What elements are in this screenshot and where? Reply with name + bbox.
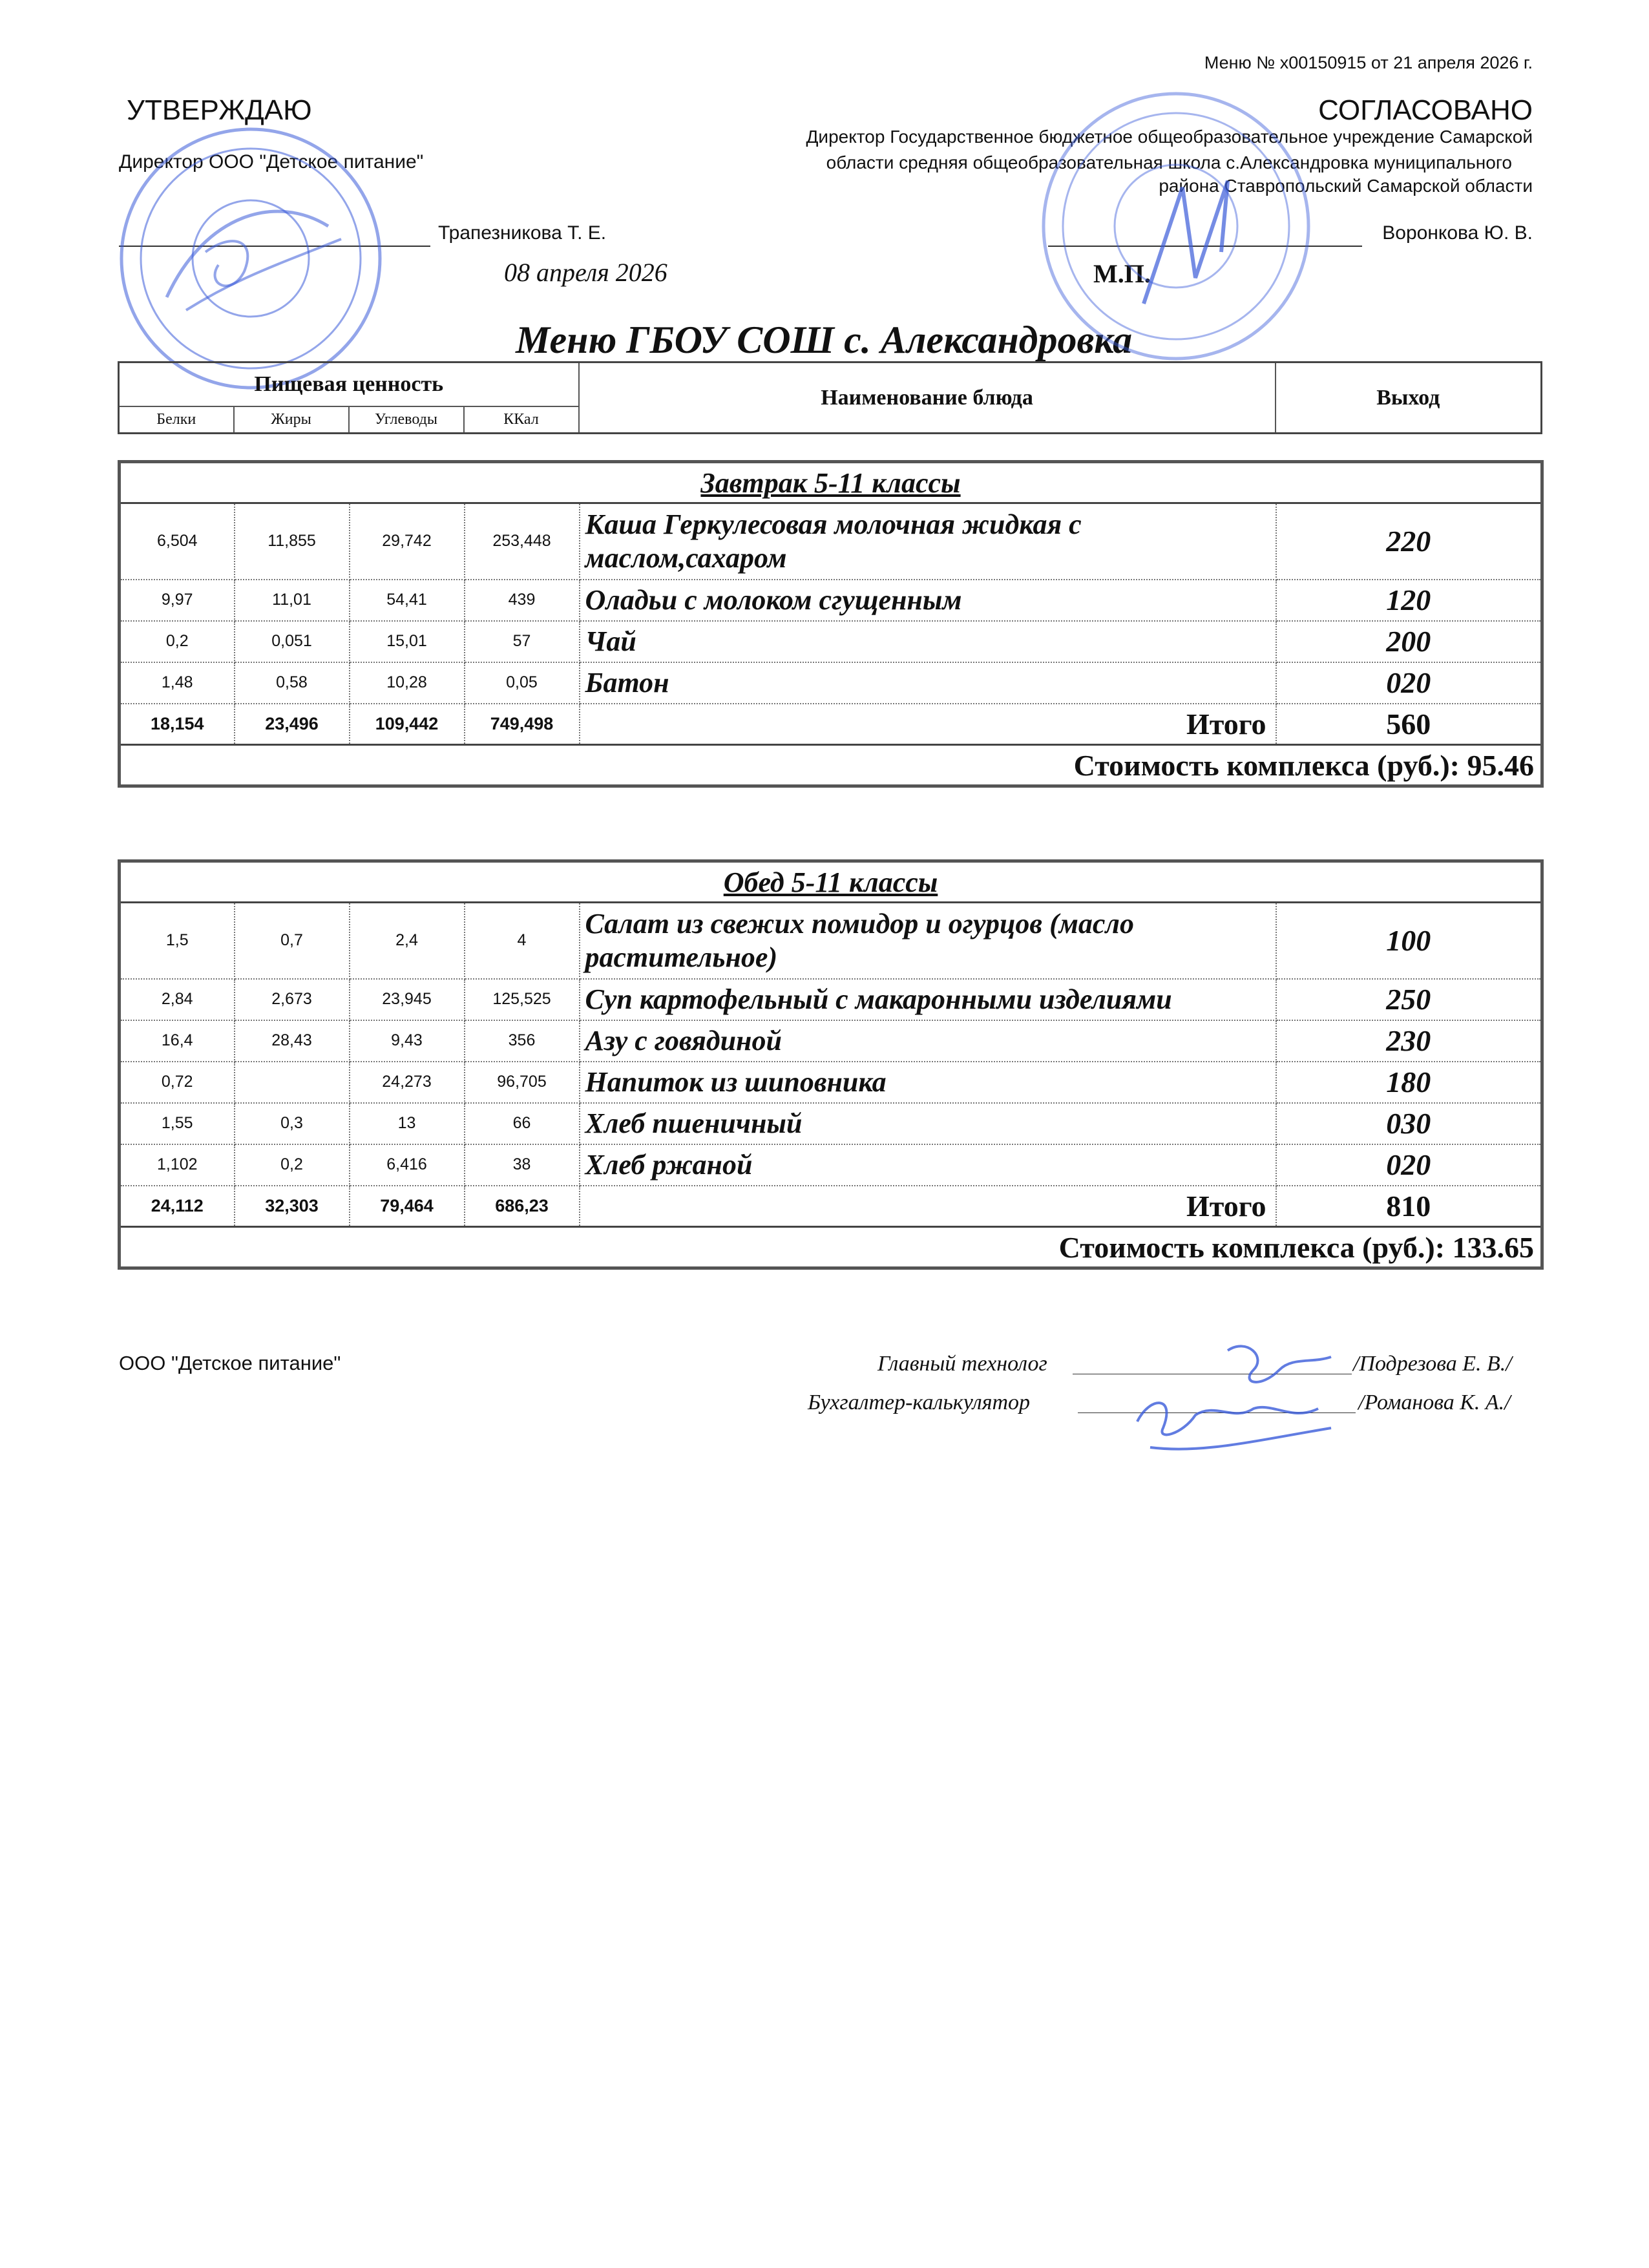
footer-org: ООО "Детское питание" [119, 1352, 341, 1374]
dish-name-cell: Суп картофельный с макаронными изделиями [580, 979, 1276, 1020]
dish-name-cell: Оладьи с молоком сгущенным [580, 580, 1276, 621]
protein-cell: 0,72 [120, 1062, 235, 1103]
yield-cell: 200 [1276, 621, 1542, 662]
yield-cell: 020 [1276, 1144, 1542, 1186]
total-row [120, 704, 1542, 745]
total-carbs: 79,464 [350, 1186, 465, 1227]
stamp-place-mark: М.П. [1093, 259, 1151, 288]
carbs-header: Углеводы [349, 406, 464, 434]
protein-cell: 2,84 [120, 979, 235, 1020]
agree-position-1: Директор Государственное бюджетное общеобразовательное учреждение Самарской [806, 127, 1533, 147]
yield-cell: 030 [1276, 1103, 1542, 1144]
fat-cell [235, 1062, 350, 1103]
protein-cell: 1,102 [120, 1144, 235, 1186]
table-row [120, 503, 1542, 580]
total-kcal: 686,23 [465, 1186, 580, 1227]
dish-name-cell: Азу с говядиной [580, 1020, 1276, 1062]
document-title: Меню ГБОУ СОШ с. Александровка [516, 319, 1133, 361]
protein-cell: 9,97 [120, 580, 235, 621]
table-row [120, 979, 1542, 1020]
protein-cell: 16,4 [120, 1020, 235, 1062]
agree-name: Воронкова Ю. В. [1382, 222, 1533, 244]
agree-position-2: области средняя общеобразовательная школа с.Александровка муниципального [826, 152, 1512, 173]
fat-cell: 0,2 [235, 1144, 350, 1186]
kcal-cell: 4 [465, 903, 580, 979]
right-stamp-icon [1034, 84, 1318, 368]
table-row [120, 1103, 1542, 1144]
carbs-cell: 6,416 [350, 1144, 465, 1186]
yield-cell: 100 [1276, 903, 1542, 979]
total-label: Итого [580, 1186, 1276, 1227]
protein-cell: 1,5 [120, 903, 235, 979]
kcal-cell: 57 [465, 621, 580, 662]
protein-cell: 1,48 [120, 662, 235, 704]
total-fat: 23,496 [235, 704, 350, 745]
kcal-cell: 125,525 [465, 979, 580, 1020]
nutrition-header: Пищевая ценность [119, 362, 579, 406]
approve-date: 08 апреля 2026 [504, 258, 667, 287]
dish-name-cell: Напиток из шиповника [580, 1062, 1276, 1103]
fat-cell: 2,673 [235, 979, 350, 1020]
signature-icon [1124, 1331, 1344, 1460]
kcal-cell: 66 [465, 1103, 580, 1144]
table-row [120, 1062, 1542, 1103]
agree-position-3: района Ставропольский Самарской области [1159, 176, 1533, 196]
kcal-cell: 253,448 [465, 503, 580, 580]
breakfast-table [118, 460, 1544, 788]
kcal-cell: 38 [465, 1144, 580, 1186]
dish-name-cell: Хлеб пшеничный [580, 1103, 1276, 1144]
lunch-cost: Стоимость комплекса (руб.): 133.65 [120, 1227, 1542, 1268]
total-label: Итого [580, 704, 1276, 745]
lunch-title: Обед 5-11 классы [120, 861, 1542, 903]
carbs-cell: 13 [350, 1103, 465, 1144]
approve-name: Трапезникова Т. Е. [438, 222, 607, 244]
total-protein: 18,154 [120, 704, 235, 745]
protein-cell: 0,2 [120, 621, 235, 662]
total-yield: 810 [1276, 1186, 1542, 1227]
total-protein: 24,112 [120, 1186, 235, 1227]
yield-cell: 220 [1276, 503, 1542, 580]
fat-cell: 0,051 [235, 621, 350, 662]
dish-name-cell: Батон [580, 662, 1276, 704]
carbs-cell: 15,01 [350, 621, 465, 662]
protein-cell: 1,55 [120, 1103, 235, 1144]
tech-name: /Подрезова Е. В./ [1353, 1352, 1512, 1376]
menu-number: Меню № х00150915 от 21 апреля 2026 г. [1204, 53, 1533, 72]
carbs-cell: 10,28 [350, 662, 465, 704]
kcal-cell: 96,705 [465, 1062, 580, 1103]
yield-cell: 230 [1276, 1020, 1542, 1062]
acc-name: /Романова К. А./ [1358, 1391, 1511, 1414]
yield-cell: 020 [1276, 662, 1542, 704]
total-fat: 32,303 [235, 1186, 350, 1227]
carbs-cell: 23,945 [350, 979, 465, 1020]
yield-cell: 180 [1276, 1062, 1542, 1103]
kcal-header: ККал [464, 406, 579, 434]
protein-cell: 6,504 [120, 503, 235, 580]
yield-header: Выход [1276, 362, 1542, 434]
dish-name-cell: Чай [580, 621, 1276, 662]
yield-cell: 250 [1276, 979, 1542, 1020]
kcal-cell: 0,05 [465, 662, 580, 704]
kcal-cell: 356 [465, 1020, 580, 1062]
fat-cell: 0,7 [235, 903, 350, 979]
dish-name-cell: Хлеб ржаной [580, 1144, 1276, 1186]
carbs-cell: 29,742 [350, 503, 465, 580]
total-kcal: 749,498 [465, 704, 580, 745]
kcal-cell: 439 [465, 580, 580, 621]
table-row [120, 621, 1542, 662]
breakfast-title: Завтрак 5-11 классы [120, 462, 1542, 503]
lunch-table [118, 859, 1544, 1270]
table-row [120, 1020, 1542, 1062]
fat-cell: 28,43 [235, 1020, 350, 1062]
carbs-cell: 54,41 [350, 580, 465, 621]
table-row [120, 1144, 1542, 1186]
yield-cell: 120 [1276, 580, 1542, 621]
fat-cell: 0,58 [235, 662, 350, 704]
approve-position: Директор ООО "Детское питание" [119, 151, 424, 173]
fat-cell: 0,3 [235, 1103, 350, 1144]
dish-name-cell: Каша Геркулесовая молочная жидкая с маслом,сахаром [580, 503, 1276, 580]
fat-cell: 11,01 [235, 580, 350, 621]
header-table [118, 361, 1542, 434]
protein-header: Белки [119, 406, 234, 434]
total-yield: 560 [1276, 704, 1542, 745]
agree-title: СОГЛАСОВАНО [1318, 94, 1533, 126]
carbs-cell: 9,43 [350, 1020, 465, 1062]
total-row [120, 1186, 1542, 1227]
dish-name-cell: Салат из свежих помидор и огурцов (масло растительное) [580, 903, 1276, 979]
approve-title: УТВЕРЖДАЮ [127, 94, 312, 126]
tech-label: Главный технолог [877, 1352, 1047, 1376]
table-row [120, 662, 1542, 704]
carbs-cell: 24,273 [350, 1062, 465, 1103]
carbs-cell: 2,4 [350, 903, 465, 979]
acc-label: Бухгалтер-калькулятор [808, 1391, 1031, 1414]
left-stamp-icon [109, 116, 393, 401]
total-carbs: 109,442 [350, 704, 465, 745]
fat-cell: 11,855 [235, 503, 350, 580]
fat-header: Жиры [234, 406, 349, 434]
dish-name-header: Наименование блюда [579, 362, 1276, 434]
table-row [120, 580, 1542, 621]
breakfast-cost: Стоимость комплекса (руб.): 95.46 [120, 745, 1542, 786]
table-row [120, 903, 1542, 979]
